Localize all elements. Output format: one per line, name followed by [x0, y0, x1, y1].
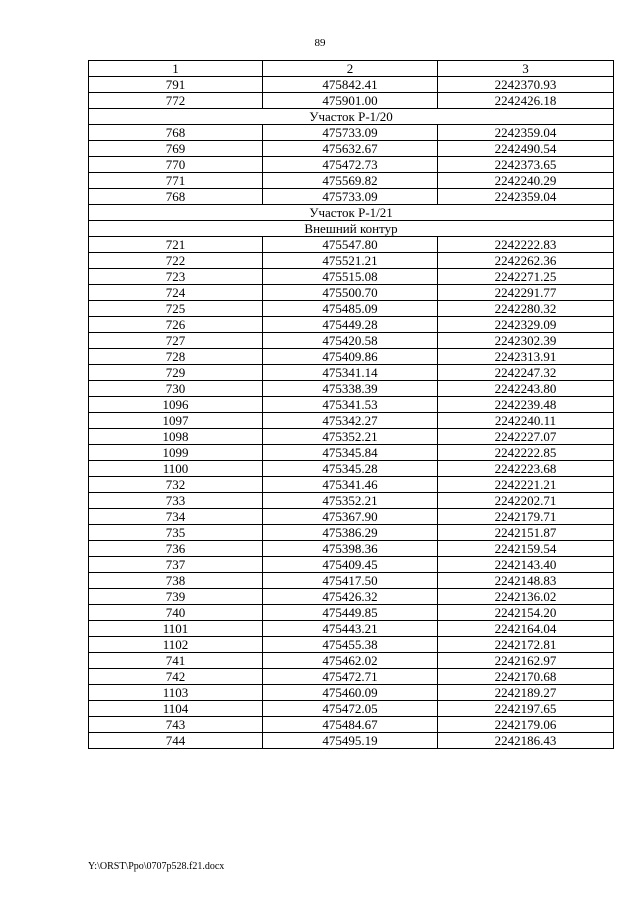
- y-coordinate-cell: 2242151.87: [438, 525, 614, 541]
- x-coordinate-cell: 475515.08: [263, 269, 438, 285]
- x-coordinate-cell: 475901.00: [263, 93, 438, 109]
- x-coordinate-cell: 475409.86: [263, 349, 438, 365]
- y-coordinate-cell: 2242291.77: [438, 285, 614, 301]
- point-number-cell: 737: [89, 557, 263, 573]
- y-coordinate-cell: 2242159.54: [438, 541, 614, 557]
- y-coordinate-cell: 2242243.80: [438, 381, 614, 397]
- x-coordinate-cell: 475352.21: [263, 493, 438, 509]
- x-coordinate-cell: 475484.67: [263, 717, 438, 733]
- table-row: [89, 77, 614, 93]
- point-number-cell: 726: [89, 317, 263, 333]
- table-row: [89, 621, 614, 637]
- x-coordinate-cell: 475569.82: [263, 173, 438, 189]
- x-coordinate-cell: 475341.53: [263, 397, 438, 413]
- x-coordinate-cell: 475367.90: [263, 509, 438, 525]
- table-row: [89, 573, 614, 589]
- point-number-cell: 729: [89, 365, 263, 381]
- x-coordinate-cell: 475338.39: [263, 381, 438, 397]
- x-coordinate-cell: 475342.27: [263, 413, 438, 429]
- file-path-footer: Y:\ORST\Ppo\0707p528.f21.docx: [88, 861, 225, 872]
- x-coordinate-cell: 475449.85: [263, 605, 438, 621]
- table-row: [89, 685, 614, 701]
- coordinates-table: [88, 60, 614, 749]
- y-coordinate-cell: 2242329.09: [438, 317, 614, 333]
- table-row: [89, 189, 614, 205]
- x-coordinate-cell: 475632.67: [263, 141, 438, 157]
- y-coordinate-cell: 2242240.11: [438, 413, 614, 429]
- x-coordinate-cell: 475417.50: [263, 573, 438, 589]
- x-coordinate-cell: 475426.32: [263, 589, 438, 605]
- section-title: Участок Р-1/21: [89, 205, 614, 221]
- y-coordinate-cell: 2242136.02: [438, 589, 614, 605]
- y-coordinate-cell: 2242227.07: [438, 429, 614, 445]
- x-coordinate-cell: 475345.84: [263, 445, 438, 461]
- y-coordinate-cell: 2242239.48: [438, 397, 614, 413]
- x-coordinate-cell: 475341.46: [263, 477, 438, 493]
- y-coordinate-cell: 2242179.06: [438, 717, 614, 733]
- table-row: [89, 589, 614, 605]
- column-header-1: 1: [89, 61, 263, 77]
- section-title: Участок Р-1/20: [89, 109, 614, 125]
- point-number-cell: 742: [89, 669, 263, 685]
- table-row: [89, 541, 614, 557]
- table-row: [89, 141, 614, 157]
- point-number-cell: 732: [89, 477, 263, 493]
- point-number-cell: 768: [89, 189, 263, 205]
- point-number-cell: 1102: [89, 637, 263, 653]
- table-header-row: [89, 61, 614, 77]
- y-coordinate-cell: 2242262.36: [438, 253, 614, 269]
- table-row: [89, 637, 614, 653]
- point-number-cell: 725: [89, 301, 263, 317]
- table-row: [89, 509, 614, 525]
- x-coordinate-cell: 475472.73: [263, 157, 438, 173]
- section-header-row: [89, 109, 614, 125]
- y-coordinate-cell: 2242164.04: [438, 621, 614, 637]
- point-number-cell: 741: [89, 653, 263, 669]
- y-coordinate-cell: 2242179.71: [438, 509, 614, 525]
- point-number-cell: 1100: [89, 461, 263, 477]
- x-coordinate-cell: 475352.21: [263, 429, 438, 445]
- point-number-cell: 768: [89, 125, 263, 141]
- table-row: [89, 173, 614, 189]
- y-coordinate-cell: 2242202.71: [438, 493, 614, 509]
- point-number-cell: 1103: [89, 685, 263, 701]
- y-coordinate-cell: 2242222.85: [438, 445, 614, 461]
- x-coordinate-cell: 475547.80: [263, 237, 438, 253]
- point-number-cell: 738: [89, 573, 263, 589]
- y-coordinate-cell: 2242172.81: [438, 637, 614, 653]
- y-coordinate-cell: 2242148.83: [438, 573, 614, 589]
- section-header-row: [89, 221, 614, 237]
- y-coordinate-cell: 2242247.32: [438, 365, 614, 381]
- table-row: [89, 477, 614, 493]
- y-coordinate-cell: 2242189.27: [438, 685, 614, 701]
- y-coordinate-cell: 2242490.54: [438, 141, 614, 157]
- table-row: [89, 653, 614, 669]
- table-row: [89, 349, 614, 365]
- x-coordinate-cell: 475733.09: [263, 125, 438, 141]
- y-coordinate-cell: 2242359.04: [438, 125, 614, 141]
- coordinates-table-body: [89, 61, 614, 749]
- column-header-3: 3: [438, 61, 614, 77]
- point-number-cell: 728: [89, 349, 263, 365]
- x-coordinate-cell: 475443.21: [263, 621, 438, 637]
- point-number-cell: 1104: [89, 701, 263, 717]
- point-number-cell: 771: [89, 173, 263, 189]
- table-row: [89, 365, 614, 381]
- y-coordinate-cell: 2242359.04: [438, 189, 614, 205]
- x-coordinate-cell: 475460.09: [263, 685, 438, 701]
- table-row: [89, 237, 614, 253]
- point-number-cell: 1096: [89, 397, 263, 413]
- point-number-cell: 744: [89, 733, 263, 749]
- table-row: [89, 413, 614, 429]
- y-coordinate-cell: 2242143.40: [438, 557, 614, 573]
- table-row: [89, 269, 614, 285]
- y-coordinate-cell: 2242370.93: [438, 77, 614, 93]
- table-row: [89, 333, 614, 349]
- page-number: 89: [314, 37, 326, 49]
- x-coordinate-cell: 475409.45: [263, 557, 438, 573]
- point-number-cell: 1097: [89, 413, 263, 429]
- point-number-cell: 739: [89, 589, 263, 605]
- y-coordinate-cell: 2242221.21: [438, 477, 614, 493]
- y-coordinate-cell: 2242271.25: [438, 269, 614, 285]
- point-number-cell: 727: [89, 333, 263, 349]
- point-number-cell: 769: [89, 141, 263, 157]
- point-number-cell: 723: [89, 269, 263, 285]
- x-coordinate-cell: 475472.05: [263, 701, 438, 717]
- y-coordinate-cell: 2242280.32: [438, 301, 614, 317]
- y-coordinate-cell: 2242222.83: [438, 237, 614, 253]
- table-row: [89, 397, 614, 413]
- table-row: [89, 93, 614, 109]
- point-number-cell: 730: [89, 381, 263, 397]
- section-title: Внешний контур: [89, 221, 614, 237]
- y-coordinate-cell: 2242197.65: [438, 701, 614, 717]
- y-coordinate-cell: 2242162.97: [438, 653, 614, 669]
- x-coordinate-cell: 475485.09: [263, 301, 438, 317]
- table-row: [89, 605, 614, 621]
- y-coordinate-cell: 2242223.68: [438, 461, 614, 477]
- table-row: [89, 157, 614, 173]
- table-row: [89, 525, 614, 541]
- point-number-cell: 735: [89, 525, 263, 541]
- table-row: [89, 669, 614, 685]
- x-coordinate-cell: 475733.09: [263, 189, 438, 205]
- point-number-cell: 722: [89, 253, 263, 269]
- x-coordinate-cell: 475345.28: [263, 461, 438, 477]
- table-row: [89, 429, 614, 445]
- table-row: [89, 493, 614, 509]
- x-coordinate-cell: 475398.36: [263, 541, 438, 557]
- table-row: [89, 445, 614, 461]
- x-coordinate-cell: 475500.70: [263, 285, 438, 301]
- column-header-2: 2: [263, 61, 438, 77]
- table-row: [89, 557, 614, 573]
- point-number-cell: 724: [89, 285, 263, 301]
- x-coordinate-cell: 475449.28: [263, 317, 438, 333]
- point-number-cell: 791: [89, 77, 263, 93]
- point-number-cell: 772: [89, 93, 263, 109]
- point-number-cell: 1098: [89, 429, 263, 445]
- section-header-row: [89, 205, 614, 221]
- x-coordinate-cell: 475341.14: [263, 365, 438, 381]
- y-coordinate-cell: 2242240.29: [438, 173, 614, 189]
- y-coordinate-cell: 2242373.65: [438, 157, 614, 173]
- y-coordinate-cell: 2242154.20: [438, 605, 614, 621]
- table-row: [89, 701, 614, 717]
- y-coordinate-cell: 2242302.39: [438, 333, 614, 349]
- table-row: [89, 301, 614, 317]
- x-coordinate-cell: 475420.58: [263, 333, 438, 349]
- x-coordinate-cell: 475472.71: [263, 669, 438, 685]
- table-row: [89, 253, 614, 269]
- x-coordinate-cell: 475386.29: [263, 525, 438, 541]
- y-coordinate-cell: 2242426.18: [438, 93, 614, 109]
- table-row: [89, 285, 614, 301]
- point-number-cell: 770: [89, 157, 263, 173]
- x-coordinate-cell: 475455.38: [263, 637, 438, 653]
- x-coordinate-cell: 475842.41: [263, 77, 438, 93]
- point-number-cell: 1101: [89, 621, 263, 637]
- point-number-cell: 1099: [89, 445, 263, 461]
- table-row: [89, 381, 614, 397]
- x-coordinate-cell: 475462.02: [263, 653, 438, 669]
- point-number-cell: 736: [89, 541, 263, 557]
- point-number-cell: 743: [89, 717, 263, 733]
- x-coordinate-cell: 475521.21: [263, 253, 438, 269]
- x-coordinate-cell: 475495.19: [263, 733, 438, 749]
- point-number-cell: 733: [89, 493, 263, 509]
- y-coordinate-cell: 2242170.68: [438, 669, 614, 685]
- y-coordinate-cell: 2242313.91: [438, 349, 614, 365]
- table-row: [89, 717, 614, 733]
- point-number-cell: 740: [89, 605, 263, 621]
- point-number-cell: 721: [89, 237, 263, 253]
- table-row: [89, 317, 614, 333]
- table-row: [89, 461, 614, 477]
- point-number-cell: 734: [89, 509, 263, 525]
- table-row: [89, 733, 614, 749]
- table-row: [89, 125, 614, 141]
- y-coordinate-cell: 2242186.43: [438, 733, 614, 749]
